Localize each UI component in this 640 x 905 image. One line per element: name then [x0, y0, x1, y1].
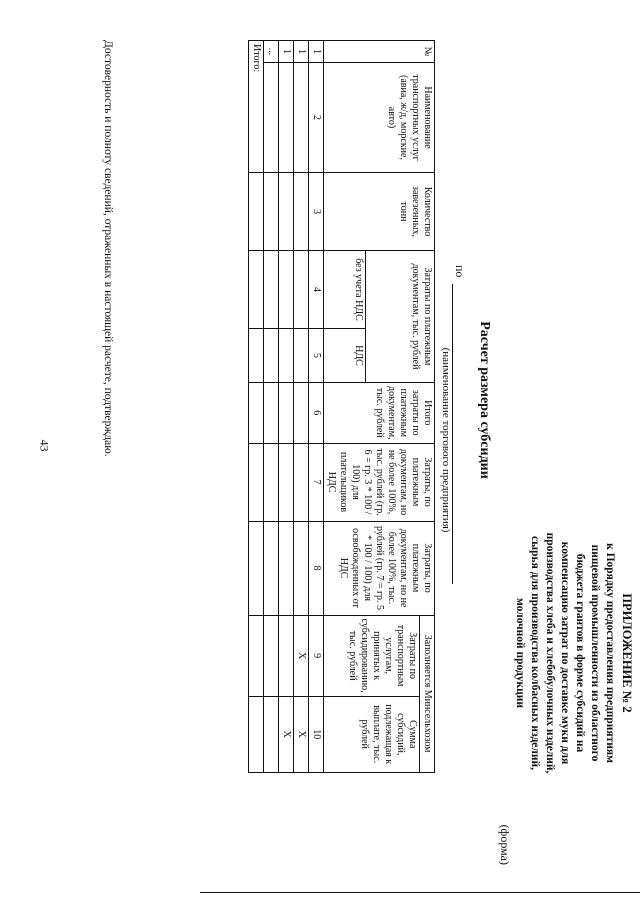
col-number: 1 [309, 41, 324, 63]
appendix-line: сырья для производства колбасных изделий, [529, 536, 541, 770]
total-row [249, 41, 264, 773]
header-cost: Затраты по платежным документам, тыс. рублей [365, 251, 434, 383]
col-number: 9 [309, 615, 324, 696]
header-sum: Сумма субсидий, подлежащая к выплате, тыс. рублей [324, 696, 420, 772]
row-no: 1 [294, 41, 309, 63]
header-name: Наименование транспортных услуг (авиа, ж/д, морские, авто) [324, 63, 435, 173]
col-number: 5 [309, 329, 324, 383]
header-no: № [324, 41, 435, 63]
col-number: 10 [309, 696, 324, 772]
header-total: Итого затраты по платежным документам, тыс. рублей [324, 383, 435, 444]
header-cost-vat: НДС [324, 329, 366, 383]
table-row [279, 41, 294, 773]
header-accepted: Затраты по транспортным услугам, принятых к субсидированию, тыс. рублей [324, 615, 420, 696]
col-number: 2 [309, 63, 324, 173]
row-no: ... [264, 41, 279, 63]
row-x9 [279, 615, 294, 696]
col-number: 8 [309, 521, 324, 615]
header-exempt: Затраты, по платежным документам, но не более 100%, тыс. рублей (гр. 7 = гр. 5 * 100 / 100) для освобожденных от НДС [324, 521, 435, 615]
table-row [294, 41, 309, 773]
form-note: (форма) [498, 824, 512, 865]
row-x9: X [294, 615, 309, 696]
header-filled-by: Заполняется Минсельхозом [420, 615, 435, 772]
appendix-line: молочной продукции [514, 597, 526, 709]
page-number: 43 [37, 439, 52, 452]
page-edge-line [200, 892, 640, 893]
calc-title: Расчет размера субсидии [477, 321, 492, 479]
appendix-title: ПРИЛОЖЕНИЕ № 2 [620, 593, 634, 713]
row-x10: X [279, 696, 294, 772]
row-no: 1 [279, 41, 294, 63]
confirmation-text: Достоверность и полноту сведений, отраженных в настоящей расчете, подтверждаю. [102, 40, 114, 457]
appendix-line: производства хлеба и хлебобулочных изделий, [544, 532, 556, 774]
subsidy-table [248, 40, 435, 773]
appendix-line: бюджета грантов в форме субсидий на [574, 553, 586, 753]
col-number: 3 [309, 173, 324, 251]
col-number: 6 [309, 383, 324, 444]
row-x10: X [294, 696, 309, 772]
appendix-line: компенсацию затрат по доставке муки для [559, 541, 571, 765]
total-label: Итого: [249, 41, 264, 173]
col-number-row [309, 41, 324, 773]
org-caption: (наименование торгового предприятия) [440, 347, 452, 533]
header-cost-novat: без учета НДС [324, 251, 366, 329]
appendix-heading [512, 443, 634, 863]
col-number: 4 [309, 251, 324, 329]
by-label: по [453, 265, 467, 278]
header-payers: Затраты, по платежным документам, но не более 100%, тыс. рублей (гр. 6 = гр. 3 * 100 / 100) для плательщиков НДС [324, 443, 435, 521]
appendix-line: к Порядку предоставления предприятиям [604, 543, 616, 763]
org-name-line [452, 284, 464, 584]
header-qty: Количество завезенных, тонн [324, 173, 435, 251]
appendix-line: пищевой промышленности из областного [589, 544, 601, 762]
table-row [264, 41, 279, 773]
col-number: 7 [309, 443, 324, 521]
by-row [452, 265, 467, 605]
